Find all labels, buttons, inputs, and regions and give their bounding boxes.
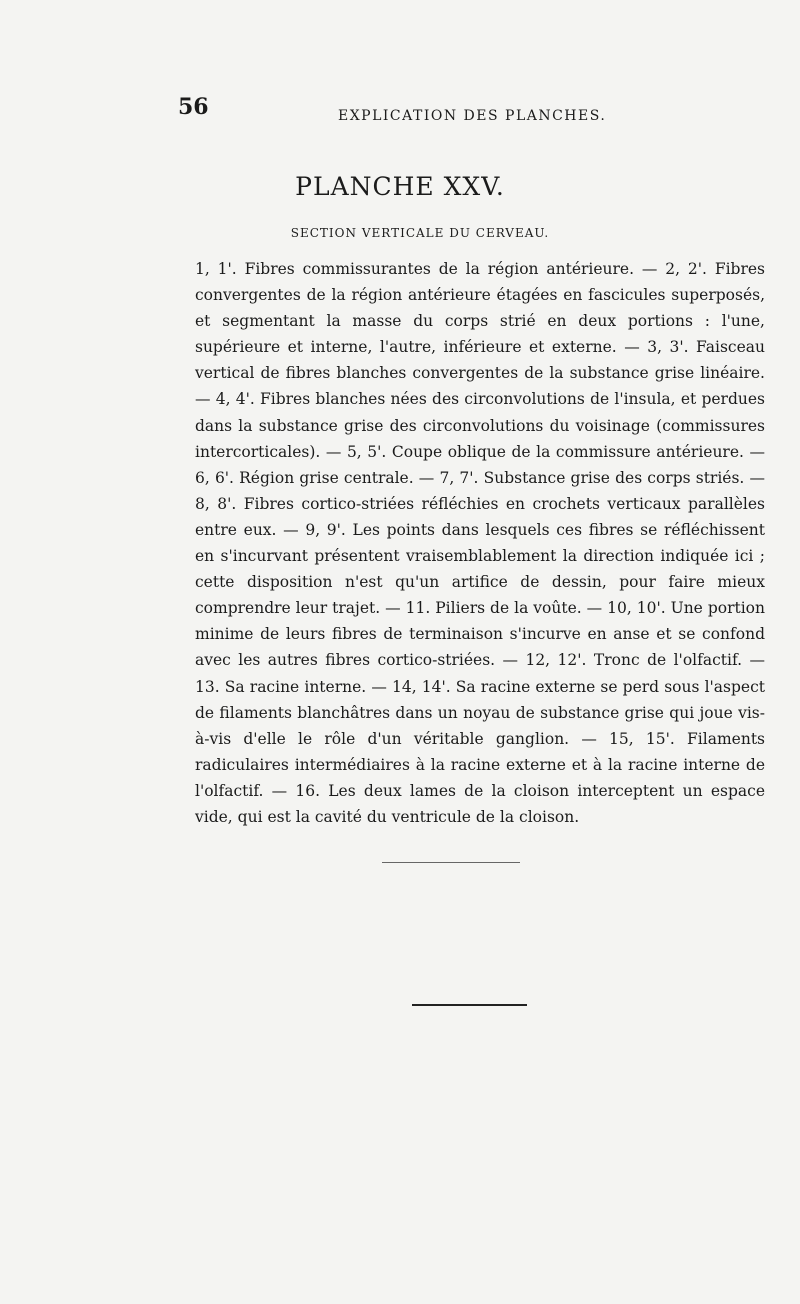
plate-title: PLANCHE XXV. — [295, 172, 505, 201]
divider-rule-short — [382, 862, 520, 863]
legend-paragraph: 1, 1'. Fibres commissurantes de la région antérieure. — 2, 2'. Fibres convergentes de la région antérieure étagées en fascicules superposés, et segmentant la masse du corps strié en deux portions : l'une, supérieure et interne, l'autre, inférieure et externe. — 3, 3'. Faisceau vertical de fibres blanches convergentes de la substance grise linéaire. — 4, 4'. Fibres blanches nées des circonvolutions de l'insula, et perdues dans la substance grise des circonvolutions du voisinage (commissures intercorticales). — 5, 5'. Coupe oblique de la commissure antérieure. — 6, 6'. Région grise centrale. — 7, 7'. Substance grise des corps striés. — 8, 8'. Fibres cortico-striées réfléchies en crochets verticaux parallèles entre eux. — 9, 9'. Les points dans lesquels ces fibres se réfléchissent en s'incurvant présentent vraisemblablement la direction indiquée ici ; cette disposition n'est qu'un artifice de dessin, pour faire mieux comprendre leur trajet. — 11. Piliers de la voûte. — 10, 10'. Une portion minime de leurs fibres de terminaison s'incurve en anse et se confond avec les autres fibres cortico-striées. — 12, 12'. Tronc de l'olfactif. — 13. Sa racine interne. — 14, 14'. Sa racine externe se perd sous l'aspect de filaments blanchâtres dans un noyau de substance grise qui joue vis-à-vis d'elle le rôle d'un véritable ganglion. — 15, 15'. Filaments radiculaires intermédiaires à la racine externe et à la racine interne de l'olfactif. — 16. Les deux lames de la cloison interceptent un espace vide, qui est la cavité du ventricule de la cloison. — [195, 260, 765, 826]
plate-subtitle: SECTION VERTICALE DU CERVEAU. — [290, 226, 550, 240]
running-head: EXPLICATION DES PLANCHES. — [338, 108, 607, 124]
page-header — [178, 94, 618, 134]
page-number: 56 — [178, 94, 209, 120]
plate-legend — [195, 256, 765, 830]
divider-rule-long — [412, 1004, 527, 1006]
